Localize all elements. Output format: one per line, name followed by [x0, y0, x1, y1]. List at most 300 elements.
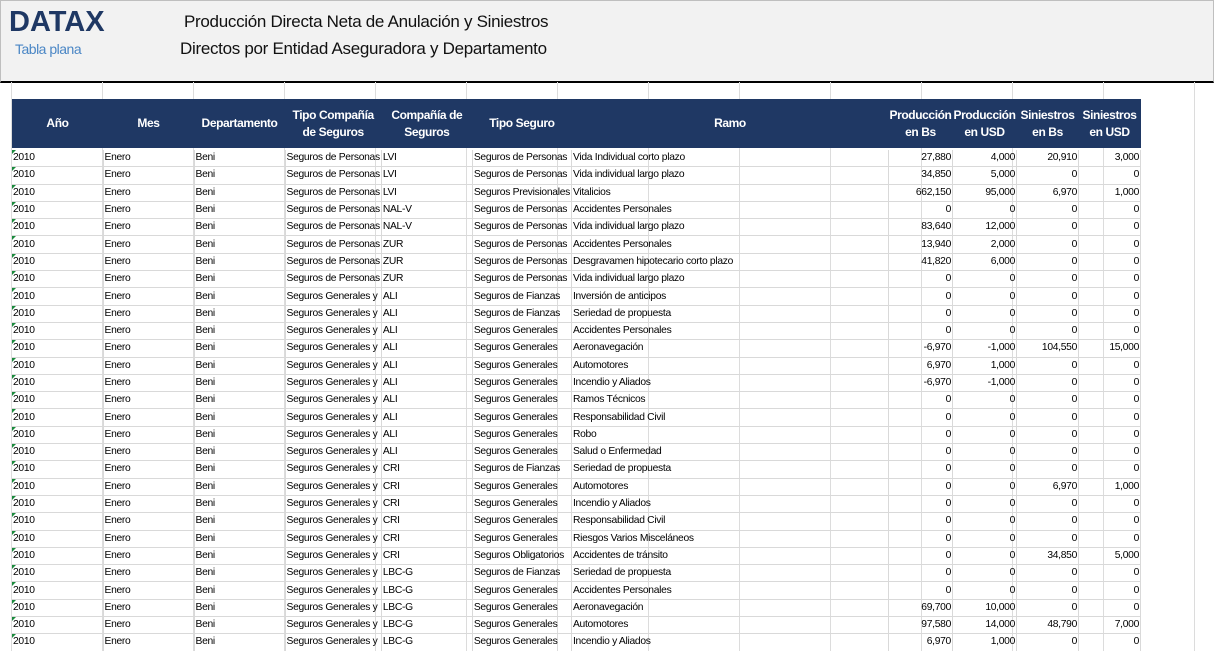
cell-produccion-usd[interactable]: 10,000	[953, 599, 1017, 616]
cell-produccion-bs[interactable]: 0	[888, 305, 952, 322]
cell-mes[interactable]: Enero	[103, 530, 194, 547]
cell-tipo-seguro[interactable]: Seguros de Personas	[472, 201, 571, 218]
cell-siniestros-usd[interactable]: 0	[1079, 219, 1141, 236]
cell-mes[interactable]: Enero	[103, 461, 194, 478]
cell-departamento[interactable]: Beni	[194, 340, 285, 357]
cell-produccion-usd[interactable]: 0	[953, 271, 1017, 288]
cell-siniestros-bs[interactable]: 0	[1017, 253, 1079, 270]
cell-compania[interactable]: ALI	[381, 322, 472, 339]
cell-ramo[interactable]: Accidentes Personales	[571, 236, 888, 253]
header-produccion-bs[interactable]: Producción en Bs	[888, 99, 952, 148]
cell-compania[interactable]: ZUR	[381, 271, 472, 288]
cell-siniestros-bs[interactable]: 0	[1017, 444, 1079, 461]
cell-siniestros-usd[interactable]: 0	[1079, 201, 1141, 218]
cell-compania[interactable]: LBC-G	[381, 565, 472, 582]
cell-ramo[interactable]: Vida individual largo plazo	[571, 219, 888, 236]
cell-tipo-compania[interactable]: Seguros Generales y	[285, 634, 381, 651]
header-produccion-usd[interactable]: Producción en USD	[953, 99, 1017, 148]
cell-compania[interactable]: ALI	[381, 426, 472, 443]
cell-produccion-usd[interactable]: 0	[953, 322, 1017, 339]
cell-siniestros-bs[interactable]: 0	[1017, 495, 1079, 512]
cell-siniestros-usd[interactable]: 0	[1079, 236, 1141, 253]
cell-ano[interactable]: 2010	[12, 322, 103, 339]
cell-ano[interactable]: 2010	[12, 478, 103, 495]
cell-ramo[interactable]: Ramos Técnicos	[571, 392, 888, 409]
cell-tipo-seguro[interactable]: Seguros de Fianzas	[472, 305, 571, 322]
cell-ramo[interactable]: Incendio y Aliados	[571, 495, 888, 512]
header-tipo-seguro[interactable]: Tipo Seguro	[472, 99, 571, 148]
cell-tipo-seguro[interactable]: Seguros de Personas	[472, 219, 571, 236]
cell-ano[interactable]: 2010	[12, 409, 103, 426]
cell-siniestros-usd[interactable]: 15,000	[1079, 340, 1141, 357]
cell-mes[interactable]: Enero	[103, 565, 194, 582]
cell-produccion-bs[interactable]: -6,970	[888, 340, 952, 357]
cell-tipo-seguro[interactable]: Seguros de Fianzas	[472, 461, 571, 478]
cell-mes[interactable]: Enero	[103, 495, 194, 512]
cell-tipo-seguro[interactable]: Seguros de Personas	[472, 236, 571, 253]
cell-departamento[interactable]: Beni	[194, 530, 285, 547]
cell-departamento[interactable]: Beni	[194, 322, 285, 339]
cell-compania[interactable]: NAL-V	[381, 201, 472, 218]
cell-mes[interactable]: Enero	[103, 634, 194, 651]
cell-produccion-usd[interactable]: 0	[953, 426, 1017, 443]
cell-produccion-usd[interactable]: 0	[953, 530, 1017, 547]
cell-ramo[interactable]: Responsabilidad Civil	[571, 513, 888, 530]
cell-produccion-bs[interactable]: -6,970	[888, 374, 952, 391]
cell-siniestros-bs[interactable]: 0	[1017, 167, 1079, 184]
cell-compania[interactable]: CRI	[381, 513, 472, 530]
cell-tipo-compania[interactable]: Seguros Generales y	[285, 547, 381, 564]
cell-tipo-seguro[interactable]: Seguros Generales	[472, 599, 571, 616]
cell-produccion-usd[interactable]: 5,000	[953, 167, 1017, 184]
cell-tipo-seguro[interactable]: Seguros Obligatorios	[472, 547, 571, 564]
cell-mes[interactable]: Enero	[103, 374, 194, 391]
cell-mes[interactable]: Enero	[103, 357, 194, 374]
cell-ramo[interactable]: Responsabilidad Civil	[571, 409, 888, 426]
cell-siniestros-bs[interactable]: 0	[1017, 374, 1079, 391]
cell-ramo[interactable]: Aeronavegación	[571, 599, 888, 616]
cell-compania[interactable]: ALI	[381, 444, 472, 461]
cell-ramo[interactable]: Accidentes Personales	[571, 582, 888, 599]
cell-produccion-usd[interactable]: -1,000	[953, 340, 1017, 357]
cell-tipo-seguro[interactable]: Seguros Generales	[472, 444, 571, 461]
cell-produccion-bs[interactable]: 0	[888, 495, 952, 512]
cell-departamento[interactable]: Beni	[194, 236, 285, 253]
cell-produccion-usd[interactable]: 0	[953, 288, 1017, 305]
cell-siniestros-usd[interactable]: 0	[1079, 444, 1141, 461]
cell-ramo[interactable]: Automotores	[571, 617, 888, 634]
cell-siniestros-bs[interactable]: 0	[1017, 392, 1079, 409]
cell-siniestros-usd[interactable]: 1,000	[1079, 184, 1141, 201]
cell-mes[interactable]: Enero	[103, 478, 194, 495]
cell-compania[interactable]: LVI	[381, 184, 472, 201]
cell-produccion-usd[interactable]: 0	[953, 547, 1017, 564]
header-departamento[interactable]: Departamento	[194, 99, 285, 148]
cell-mes[interactable]: Enero	[103, 392, 194, 409]
cell-tipo-compania[interactable]: Seguros de Personas	[285, 167, 381, 184]
cell-mes[interactable]: Enero	[103, 617, 194, 634]
cell-ramo[interactable]: Vida individual largo plazo	[571, 271, 888, 288]
cell-compania[interactable]: LBC-G	[381, 599, 472, 616]
cell-tipo-seguro[interactable]: Seguros Generales	[472, 392, 571, 409]
cell-ramo[interactable]: Accidentes de tránsito	[571, 547, 888, 564]
cell-produccion-usd[interactable]: 0	[953, 305, 1017, 322]
cell-produccion-bs[interactable]: 0	[888, 478, 952, 495]
cell-ano[interactable]: 2010	[12, 530, 103, 547]
cell-departamento[interactable]: Beni	[194, 444, 285, 461]
header-compania[interactable]: Compañía de Seguros	[381, 99, 472, 148]
header-ano[interactable]: Año	[12, 99, 103, 148]
cell-produccion-bs[interactable]: 0	[888, 444, 952, 461]
cell-produccion-usd[interactable]: 0	[953, 513, 1017, 530]
cell-mes[interactable]: Enero	[103, 167, 194, 184]
cell-mes[interactable]: Enero	[103, 184, 194, 201]
cell-produccion-usd[interactable]: 0	[953, 582, 1017, 599]
cell-tipo-compania[interactable]: Seguros Generales y	[285, 513, 381, 530]
cell-siniestros-bs[interactable]: 0	[1017, 426, 1079, 443]
cell-siniestros-usd[interactable]: 0	[1079, 409, 1141, 426]
cell-produccion-bs[interactable]: 83,640	[888, 219, 952, 236]
cell-departamento[interactable]: Beni	[194, 617, 285, 634]
cell-produccion-usd[interactable]: 1,000	[953, 357, 1017, 374]
cell-departamento[interactable]: Beni	[194, 357, 285, 374]
cell-compania[interactable]: ALI	[381, 374, 472, 391]
cell-departamento[interactable]: Beni	[194, 513, 285, 530]
cell-compania[interactable]: LVI	[381, 150, 472, 167]
cell-mes[interactable]: Enero	[103, 547, 194, 564]
cell-departamento[interactable]: Beni	[194, 426, 285, 443]
cell-siniestros-bs[interactable]: 0	[1017, 305, 1079, 322]
cell-tipo-seguro[interactable]: Seguros Generales	[472, 495, 571, 512]
cell-mes[interactable]: Enero	[103, 409, 194, 426]
cell-tipo-compania[interactable]: Seguros Generales y	[285, 582, 381, 599]
cell-departamento[interactable]: Beni	[194, 565, 285, 582]
cell-compania[interactable]: CRI	[381, 478, 472, 495]
cell-ano[interactable]: 2010	[12, 167, 103, 184]
cell-compania[interactable]: CRI	[381, 530, 472, 547]
header-ramo[interactable]: Ramo	[571, 99, 888, 148]
cell-siniestros-bs[interactable]: 0	[1017, 582, 1079, 599]
cell-ramo[interactable]: Seriedad de propuesta	[571, 305, 888, 322]
cell-ramo[interactable]: Accidentes Personales	[571, 322, 888, 339]
cell-siniestros-bs[interactable]: 20,910	[1017, 150, 1079, 167]
cell-siniestros-usd[interactable]: 0	[1079, 582, 1141, 599]
cell-siniestros-bs[interactable]: 0	[1017, 201, 1079, 218]
cell-ramo[interactable]: Automotores	[571, 357, 888, 374]
cell-tipo-seguro[interactable]: Seguros de Personas	[472, 271, 571, 288]
cell-ano[interactable]: 2010	[12, 288, 103, 305]
cell-produccion-bs[interactable]: 34,850	[888, 167, 952, 184]
cell-ano[interactable]: 2010	[12, 253, 103, 270]
cell-tipo-compania[interactable]: Seguros de Personas	[285, 201, 381, 218]
cell-ramo[interactable]: Riesgos Varios Misceláneos	[571, 530, 888, 547]
cell-produccion-usd[interactable]: 0	[953, 478, 1017, 495]
cell-produccion-usd[interactable]: 0	[953, 201, 1017, 218]
cell-tipo-compania[interactable]: Seguros Generales y	[285, 392, 381, 409]
cell-siniestros-bs[interactable]: 0	[1017, 599, 1079, 616]
cell-produccion-usd[interactable]: 0	[953, 495, 1017, 512]
cell-produccion-usd[interactable]: 0	[953, 461, 1017, 478]
cell-produccion-bs[interactable]: 0	[888, 513, 952, 530]
cell-produccion-bs[interactable]: 0	[888, 322, 952, 339]
cell-tipo-compania[interactable]: Seguros Generales y	[285, 340, 381, 357]
cell-ramo[interactable]: Incendio y Aliados	[571, 634, 888, 651]
cell-siniestros-usd[interactable]: 0	[1079, 374, 1141, 391]
cell-ramo[interactable]: Desgravamen hipotecario corto plazo	[571, 253, 888, 270]
cell-tipo-compania[interactable]: Seguros Generales y	[285, 426, 381, 443]
cell-compania[interactable]: ALI	[381, 392, 472, 409]
cell-produccion-bs[interactable]: 69,700	[888, 599, 952, 616]
cell-siniestros-bs[interactable]: 0	[1017, 409, 1079, 426]
cell-siniestros-bs[interactable]: 34,850	[1017, 547, 1079, 564]
cell-tipo-compania[interactable]: Seguros Generales y	[285, 374, 381, 391]
cell-siniestros-usd[interactable]: 0	[1079, 513, 1141, 530]
cell-compania[interactable]: LBC-G	[381, 617, 472, 634]
cell-ramo[interactable]: Salud o Enfermedad	[571, 444, 888, 461]
cell-departamento[interactable]: Beni	[194, 150, 285, 167]
cell-mes[interactable]: Enero	[103, 426, 194, 443]
cell-produccion-bs[interactable]: 0	[888, 288, 952, 305]
cell-tipo-compania[interactable]: Seguros Generales y	[285, 305, 381, 322]
cell-tipo-compania[interactable]: Seguros Generales y	[285, 478, 381, 495]
cell-ramo[interactable]: Accidentes Personales	[571, 201, 888, 218]
cell-mes[interactable]: Enero	[103, 201, 194, 218]
cell-mes[interactable]: Enero	[103, 444, 194, 461]
cell-siniestros-usd[interactable]: 0	[1079, 322, 1141, 339]
cell-ano[interactable]: 2010	[12, 513, 103, 530]
cell-ano[interactable]: 2010	[12, 150, 103, 167]
cell-produccion-usd[interactable]: 0	[953, 444, 1017, 461]
cell-produccion-usd[interactable]: 2,000	[953, 236, 1017, 253]
cell-ano[interactable]: 2010	[12, 357, 103, 374]
cell-ano[interactable]: 2010	[12, 392, 103, 409]
cell-siniestros-bs[interactable]: 6,970	[1017, 478, 1079, 495]
cell-compania[interactable]: ALI	[381, 357, 472, 374]
cell-ano[interactable]: 2010	[12, 374, 103, 391]
cell-siniestros-usd[interactable]: 0	[1079, 599, 1141, 616]
cell-tipo-compania[interactable]: Seguros de Personas	[285, 184, 381, 201]
cell-tipo-seguro[interactable]: Seguros Generales	[472, 478, 571, 495]
cell-tipo-seguro[interactable]: Seguros de Personas	[472, 150, 571, 167]
cell-ano[interactable]: 2010	[12, 565, 103, 582]
cell-ramo[interactable]: Vitalicios	[571, 184, 888, 201]
cell-produccion-bs[interactable]: 6,970	[888, 634, 952, 651]
cell-mes[interactable]: Enero	[103, 513, 194, 530]
cell-tipo-compania[interactable]: Seguros Generales y	[285, 357, 381, 374]
cell-ano[interactable]: 2010	[12, 271, 103, 288]
cell-tipo-seguro[interactable]: Seguros Generales	[472, 617, 571, 634]
cell-siniestros-bs[interactable]: 6,970	[1017, 184, 1079, 201]
cell-mes[interactable]: Enero	[103, 599, 194, 616]
cell-tipo-seguro[interactable]: Seguros Generales	[472, 530, 571, 547]
cell-departamento[interactable]: Beni	[194, 582, 285, 599]
cell-departamento[interactable]: Beni	[194, 599, 285, 616]
cell-ano[interactable]: 2010	[12, 236, 103, 253]
cell-siniestros-bs[interactable]: 0	[1017, 357, 1079, 374]
cell-tipo-seguro[interactable]: Seguros de Fianzas	[472, 565, 571, 582]
cell-mes[interactable]: Enero	[103, 150, 194, 167]
cell-siniestros-bs[interactable]: 0	[1017, 530, 1079, 547]
cell-produccion-bs[interactable]: 41,820	[888, 253, 952, 270]
cell-departamento[interactable]: Beni	[194, 167, 285, 184]
cell-produccion-bs[interactable]: 27,880	[888, 150, 952, 167]
cell-siniestros-bs[interactable]: 0	[1017, 219, 1079, 236]
cell-produccion-usd[interactable]: 1,000	[953, 634, 1017, 651]
cell-compania[interactable]: CRI	[381, 461, 472, 478]
cell-mes[interactable]: Enero	[103, 271, 194, 288]
cell-tipo-seguro[interactable]: Seguros Generales	[472, 426, 571, 443]
cell-compania[interactable]: CRI	[381, 547, 472, 564]
cell-ramo[interactable]: Vida Individual corto plazo	[571, 150, 888, 167]
cell-siniestros-bs[interactable]: 0	[1017, 322, 1079, 339]
cell-produccion-bs[interactable]: 13,940	[888, 236, 952, 253]
cell-ano[interactable]: 2010	[12, 634, 103, 651]
cell-mes[interactable]: Enero	[103, 322, 194, 339]
cell-siniestros-usd[interactable]: 0	[1079, 634, 1141, 651]
cell-siniestros-usd[interactable]: 0	[1079, 461, 1141, 478]
cell-compania[interactable]: ZUR	[381, 253, 472, 270]
cell-tipo-compania[interactable]: Seguros Generales y	[285, 322, 381, 339]
cell-departamento[interactable]: Beni	[194, 495, 285, 512]
cell-mes[interactable]: Enero	[103, 253, 194, 270]
cell-produccion-bs[interactable]: 97,580	[888, 617, 952, 634]
cell-produccion-bs[interactable]: 0	[888, 530, 952, 547]
cell-ramo[interactable]: Seriedad de propuesta	[571, 461, 888, 478]
cell-ano[interactable]: 2010	[12, 495, 103, 512]
cell-siniestros-usd[interactable]: 0	[1079, 495, 1141, 512]
cell-ano[interactable]: 2010	[12, 426, 103, 443]
cell-produccion-usd[interactable]: 14,000	[953, 617, 1017, 634]
cell-produccion-usd[interactable]: 4,000	[953, 150, 1017, 167]
cell-ano[interactable]: 2010	[12, 305, 103, 322]
cell-produccion-usd[interactable]: 95,000	[953, 184, 1017, 201]
cell-compania[interactable]: ZUR	[381, 236, 472, 253]
cell-tipo-seguro[interactable]: Seguros Generales	[472, 374, 571, 391]
cell-departamento[interactable]: Beni	[194, 409, 285, 426]
cell-produccion-bs[interactable]: 0	[888, 461, 952, 478]
cell-mes[interactable]: Enero	[103, 582, 194, 599]
cell-tipo-seguro[interactable]: Seguros de Personas	[472, 253, 571, 270]
cell-ramo[interactable]: Robo	[571, 426, 888, 443]
cell-ramo[interactable]: Aeronavegación	[571, 340, 888, 357]
cell-ramo[interactable]: Inversión de anticipos	[571, 288, 888, 305]
cell-ano[interactable]: 2010	[12, 547, 103, 564]
cell-ano[interactable]: 2010	[12, 201, 103, 218]
cell-produccion-usd[interactable]: 0	[953, 392, 1017, 409]
cell-siniestros-usd[interactable]: 7,000	[1079, 617, 1141, 634]
cell-tipo-compania[interactable]: Seguros Generales y	[285, 530, 381, 547]
cell-produccion-bs[interactable]: 0	[888, 271, 952, 288]
cell-siniestros-bs[interactable]: 0	[1017, 236, 1079, 253]
spreadsheet-grid[interactable]	[11, 82, 1214, 651]
cell-ano[interactable]: 2010	[12, 340, 103, 357]
cell-tipo-compania[interactable]: Seguros de Personas	[285, 219, 381, 236]
cell-tipo-seguro[interactable]: Seguros de Personas	[472, 167, 571, 184]
cell-tipo-compania[interactable]: Seguros Generales y	[285, 617, 381, 634]
cell-siniestros-usd[interactable]: 0	[1079, 565, 1141, 582]
cell-tipo-compania[interactable]: Seguros Generales y	[285, 409, 381, 426]
cell-compania[interactable]: LBC-G	[381, 634, 472, 651]
cell-produccion-usd[interactable]: 12,000	[953, 219, 1017, 236]
cell-tipo-seguro[interactable]: Seguros Generales	[472, 409, 571, 426]
cell-tipo-compania[interactable]: Seguros Generales y	[285, 565, 381, 582]
cell-produccion-bs[interactable]: 6,970	[888, 357, 952, 374]
cell-siniestros-bs[interactable]: 48,790	[1017, 617, 1079, 634]
cell-siniestros-bs[interactable]: 0	[1017, 565, 1079, 582]
cell-departamento[interactable]: Beni	[194, 219, 285, 236]
cell-siniestros-usd[interactable]: 0	[1079, 530, 1141, 547]
cell-tipo-compania[interactable]: Seguros de Personas	[285, 236, 381, 253]
cell-departamento[interactable]: Beni	[194, 288, 285, 305]
cell-ano[interactable]: 2010	[12, 444, 103, 461]
cell-siniestros-usd[interactable]: 0	[1079, 167, 1141, 184]
cell-compania[interactable]: LBC-G	[381, 582, 472, 599]
cell-siniestros-usd[interactable]: 3,000	[1079, 150, 1141, 167]
cell-siniestros-bs[interactable]: 0	[1017, 461, 1079, 478]
cell-compania[interactable]: ALI	[381, 288, 472, 305]
cell-produccion-usd[interactable]: 6,000	[953, 253, 1017, 270]
cell-tipo-compania[interactable]: Seguros de Personas	[285, 271, 381, 288]
cell-compania[interactable]: NAL-V	[381, 219, 472, 236]
cell-tipo-seguro[interactable]: Seguros de Fianzas	[472, 288, 571, 305]
cell-departamento[interactable]: Beni	[194, 461, 285, 478]
cell-siniestros-usd[interactable]: 0	[1079, 392, 1141, 409]
cell-departamento[interactable]: Beni	[194, 634, 285, 651]
cell-departamento[interactable]: Beni	[194, 184, 285, 201]
cell-ramo[interactable]: Seriedad de propuesta	[571, 565, 888, 582]
cell-tipo-seguro[interactable]: Seguros Generales	[472, 582, 571, 599]
cell-produccion-bs[interactable]: 0	[888, 409, 952, 426]
cell-siniestros-usd[interactable]: 5,000	[1079, 547, 1141, 564]
cell-tipo-compania[interactable]: Seguros Generales y	[285, 444, 381, 461]
cell-tipo-seguro[interactable]: Seguros Generales	[472, 357, 571, 374]
cell-tipo-compania[interactable]: Seguros Generales y	[285, 461, 381, 478]
cell-siniestros-usd[interactable]: 0	[1079, 271, 1141, 288]
cell-departamento[interactable]: Beni	[194, 478, 285, 495]
cell-mes[interactable]: Enero	[103, 340, 194, 357]
cell-ano[interactable]: 2010	[12, 617, 103, 634]
cell-tipo-compania[interactable]: Seguros de Personas	[285, 150, 381, 167]
cell-siniestros-bs[interactable]: 0	[1017, 513, 1079, 530]
cell-tipo-compania[interactable]: Seguros Generales y	[285, 288, 381, 305]
cell-produccion-usd[interactable]: -1,000	[953, 374, 1017, 391]
cell-departamento[interactable]: Beni	[194, 392, 285, 409]
cell-siniestros-bs[interactable]: 0	[1017, 634, 1079, 651]
cell-tipo-seguro[interactable]: Seguros Generales	[472, 634, 571, 651]
cell-ano[interactable]: 2010	[12, 219, 103, 236]
cell-siniestros-usd[interactable]: 0	[1079, 305, 1141, 322]
header-siniestros-usd[interactable]: Siniestros en USD	[1079, 99, 1141, 148]
cell-produccion-bs[interactable]: 662,150	[888, 184, 952, 201]
cell-siniestros-bs[interactable]: 104,550	[1017, 340, 1079, 357]
cell-tipo-compania[interactable]: Seguros Generales y	[285, 495, 381, 512]
cell-mes[interactable]: Enero	[103, 288, 194, 305]
cell-ano[interactable]: 2010	[12, 184, 103, 201]
cell-tipo-seguro[interactable]: Seguros Generales	[472, 322, 571, 339]
cell-siniestros-usd[interactable]: 0	[1079, 253, 1141, 270]
cell-departamento[interactable]: Beni	[194, 547, 285, 564]
cell-siniestros-bs[interactable]: 0	[1017, 288, 1079, 305]
header-siniestros-bs[interactable]: Siniestros en Bs	[1017, 99, 1079, 148]
cell-departamento[interactable]: Beni	[194, 305, 285, 322]
cell-ramo[interactable]: Vida individual largo plazo	[571, 167, 888, 184]
cell-compania[interactable]: ALI	[381, 409, 472, 426]
cell-produccion-bs[interactable]: 0	[888, 392, 952, 409]
cell-produccion-bs[interactable]: 0	[888, 582, 952, 599]
cell-ramo[interactable]: Incendio y Aliados	[571, 374, 888, 391]
cell-produccion-usd[interactable]: 0	[953, 409, 1017, 426]
cell-tipo-compania[interactable]: Seguros Generales y	[285, 599, 381, 616]
